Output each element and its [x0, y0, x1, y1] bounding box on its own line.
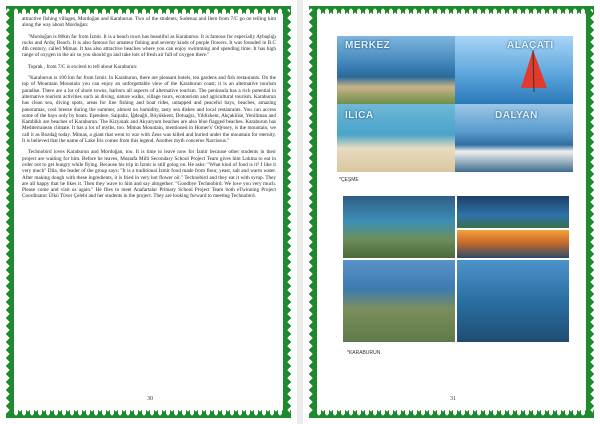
dalyan-photo	[455, 104, 573, 172]
collage-label: MERKEZ	[345, 40, 391, 51]
karaburun-photo-2	[457, 196, 569, 228]
collage-label: ILICA	[345, 110, 374, 121]
paragraph: "Karaburun is 100 km far from Izmir. In Karaburun, there are pleasant hotels, tea gardens and fish restaurants. On the top of Mountain Mountain you can enjoy an unforgettable view of the Karaburun coast; it is an alternative tourism paradise. There are a lot of shore towns, harbors all aspects of alternative tourism. The peninsula has a rich potential in alternative tourism activities such as diving, nature walks, village tours, ecotourism and agricultural tourism. Karaburun has clean sea, diving spots, areas for line fishing and boat rides, untapped and peaceful bays, beaches, amazing panoramas, cool breeze during the summer, almost no humidity, tasty sea dishes and local restaurants. You can access some of the bays only by boats. Eşendere, Saipaliz, İğdeağlı, Böyükkent, Doluağız, Yildizkent, Akçakilise, Yeniliman and Kambiklı are beaches of Karaburun. The Kizyazak and Akyaryum beaches are also blue flagged beaches. Karaburun has Mediterranean climate. It has a lot of myths, too. Mimas Mountain, mentioned in Homer's' Odyssey, is the mountain, we call it as Bozdağ today. Mimas, a giant that went to war with Zeus was killed and buried under the mountain for eternity. It is believed that the name of Lake İris comes from this legend. Another myth concerns Narcissus."	[22, 75, 276, 145]
paragraph: "Mordoğan is 80km far from İzmir. It is a beach town has beautiful as Karaburun. It is famous for especially Aybaşlığı rocks and Ardıç Beach. It is also famous for amateur fishing and seventy kinds of purple flowers. It was founded in B.C 4th century, called Mimas. It has also attractive beaches where you can enjoy swimming and spending time. It has high range of oxygen in the air so you should go and take lots of fresh air full of oxygen there."	[22, 33, 276, 59]
paragraph: Toprak , from 7/C is excited to tell about Karaburun:	[28, 63, 138, 70]
left-page-text	[22, 16, 276, 205]
karaburun-photo-1	[343, 196, 455, 258]
left-page	[0, 0, 297, 424]
karaburun-photo-3	[457, 230, 569, 258]
merkez-photo	[337, 36, 455, 104]
ilica-photo	[337, 104, 455, 172]
alacati-photo	[455, 36, 573, 104]
page-number: 30	[147, 396, 153, 402]
collage-label: DALYAN	[495, 110, 538, 121]
karaburun-photo-5	[457, 260, 569, 342]
collage-label: ALAÇATI	[507, 40, 554, 51]
karaburun-photo-4	[343, 260, 455, 342]
cesme-collage	[337, 36, 573, 172]
paragraph: Technobird loves Karaburun and Mordoğan, too. It is time to leave now for İzmir because other students in their project are waiting for him. Before he leaves, Mustafa Milli Secondary School Project Team gives him Lokma to eat in order not to get hungry while flying. Because his trip in İzmir is still going on. He asks: "What kind of food is it? I like it very much" Dila, the leader of the group says: "It is a traditional İzmir food made from flour, yeast, salt and warm water. After making dough with these ingredients, it is fried in very hot flower oil." Technobird and they eat it with syrup. They are all happy that he likes it. Then they wave to him and say altogether: "Goodbye Technobird. We love you very much. Please come and visit us again." He flies to meet Anafartalar Primary School Project Team both eTwinning Project Coordinator Ülkü Tüver Çelebi and her students in the project. They are looking forward to meeting Technobird.	[22, 149, 276, 200]
caption-cesme: *ÇEŞME	[339, 177, 359, 183]
paragraph: attractive fishing villages, Mordoğan and Karaburun. Two of the students, Sudenaz and Ilem from 7/C go on telling him along the way about Mordoğan:	[22, 16, 276, 29]
caption-karaburun: *KARABURUN	[347, 350, 381, 356]
right-page	[303, 0, 600, 424]
page-number: 31	[450, 396, 456, 402]
